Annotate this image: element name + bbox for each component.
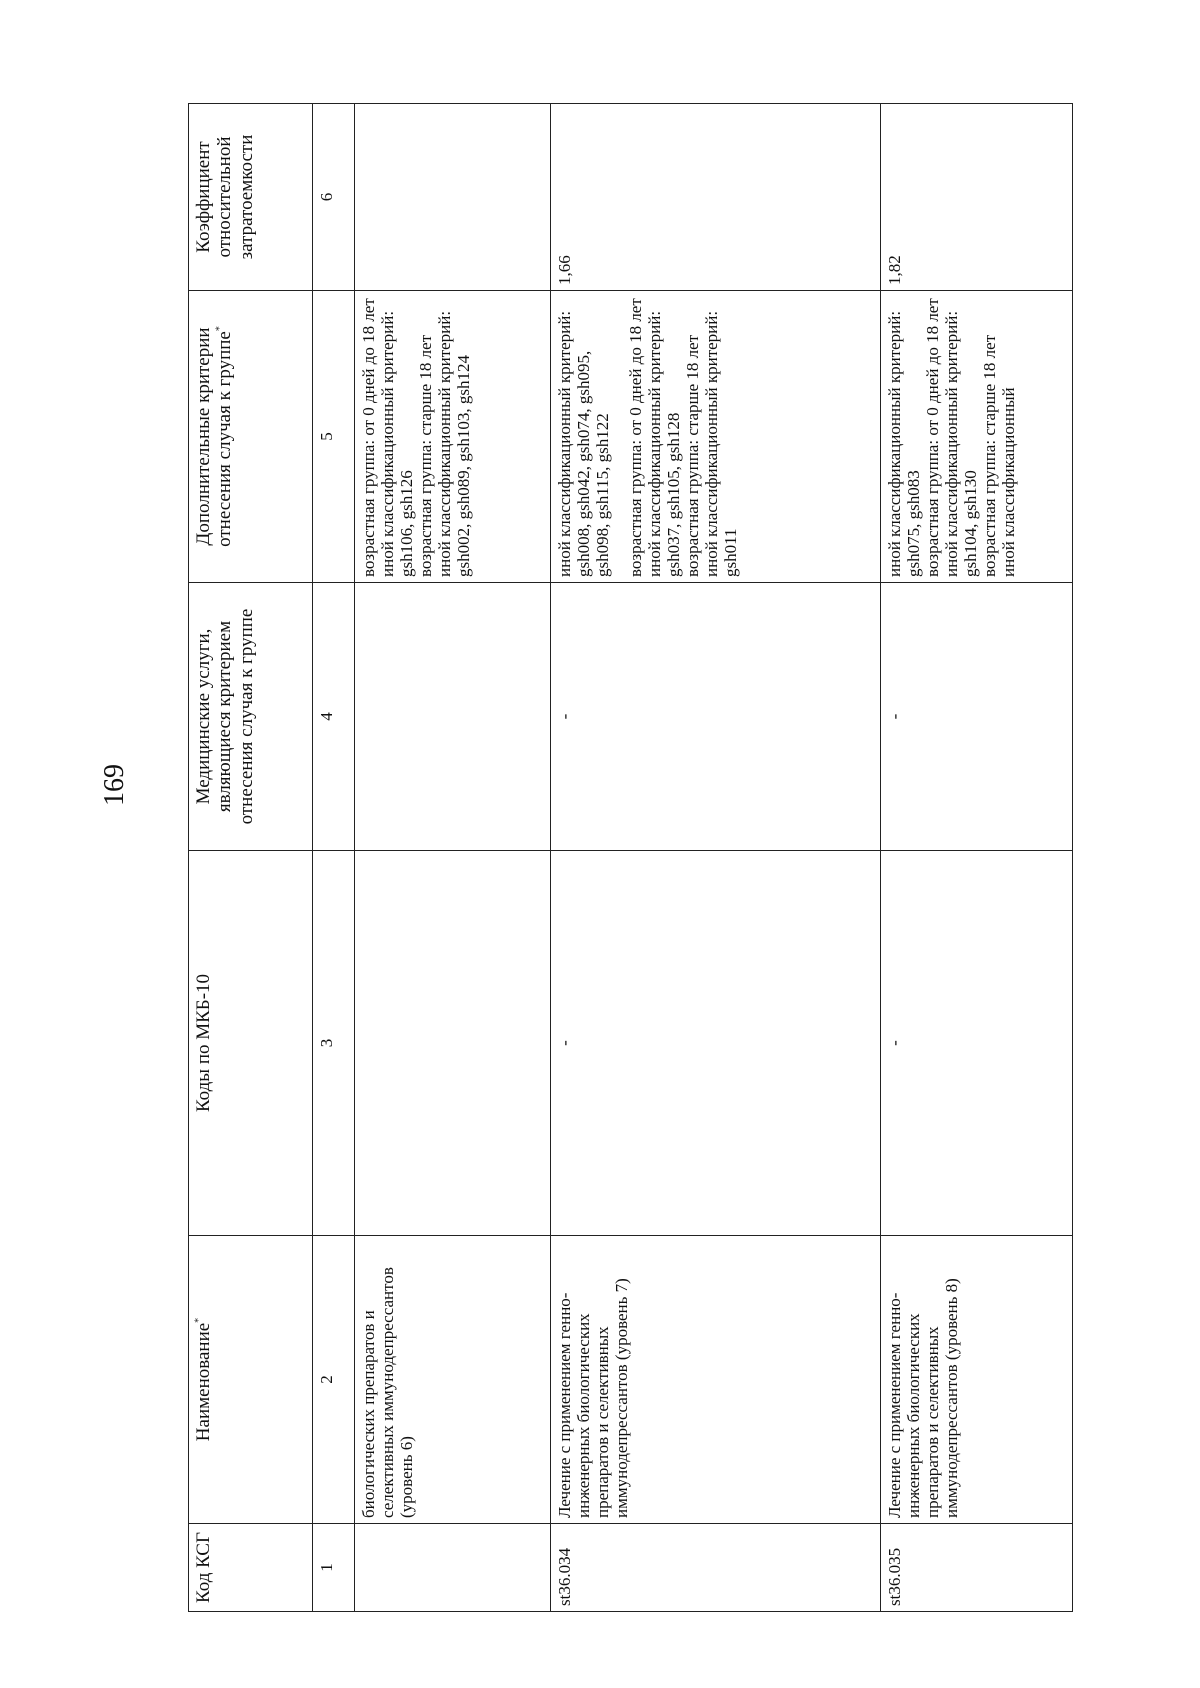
criteria-line: иной классификационный критерий: gsh104, gsh130	[942, 310, 981, 577]
criteria-gap	[612, 296, 626, 577]
group-name: биологических препаратов и селективных иммунодепрессантов (уровень 6)	[355, 1236, 551, 1524]
criteria-line: возрастная группа: старше 18 лет	[683, 334, 703, 577]
page-number: 169	[99, 764, 130, 806]
ksg-table-container	[188, 104, 1072, 1612]
column-number: 4	[313, 583, 355, 851]
ksg-table	[188, 103, 1073, 1612]
cost-coefficient	[355, 104, 551, 291]
group-name: Лечение с применением генно-инженерных биологических препаратов и селективных иммунодепрессантов (уровень 7)	[551, 1236, 881, 1524]
column-number: 2	[313, 1236, 355, 1524]
mkb-codes	[355, 851, 551, 1236]
header-row	[189, 104, 313, 1612]
header-name	[189, 1236, 313, 1524]
criteria-line: возрастная группа: от 0 дней до 18 лет	[923, 298, 943, 577]
column-number: 6	[313, 104, 355, 291]
mkb-codes: -	[881, 851, 1073, 1236]
column-number: 1	[313, 1524, 355, 1612]
cost-coefficient: 1,66	[551, 104, 881, 291]
criteria-line: иной классификационный критерий: gsh075, gsh083	[885, 310, 924, 577]
medical-services: -	[551, 583, 881, 851]
header-name-label: Наименование	[193, 1322, 214, 1442]
header-coef: Коэффициент относительной затратоемкости	[189, 104, 313, 291]
header-mkb: Коды по МКБ-10	[189, 851, 313, 1236]
criteria-line: иной классификационный	[999, 387, 1019, 577]
mkb-codes: -	[551, 851, 881, 1236]
header-criteria-label: Дополнительные критерии отнесения случая к группе	[193, 327, 236, 547]
table-row	[881, 104, 1073, 1612]
table-row	[551, 104, 881, 1612]
header-name-star: *	[193, 1317, 205, 1323]
additional-criteria	[355, 291, 551, 583]
additional-criteria	[551, 291, 881, 583]
cost-coefficient: 1,82	[881, 104, 1073, 291]
criteria-line: возрастная группа: от 0 дней до 18 лет	[359, 298, 378, 577]
criteria-line: возрастная группа: от 0 дней до 18 лет	[626, 298, 646, 577]
column-number-row	[313, 104, 355, 1612]
header-code: Код КСГ	[189, 1524, 313, 1612]
medical-services	[355, 583, 551, 851]
column-number: 5	[313, 291, 355, 583]
criteria-line: возрастная группа: старше 18 лет	[416, 334, 436, 577]
additional-criteria	[881, 291, 1073, 583]
header-criteria-star: *	[214, 326, 226, 332]
table-row	[355, 104, 551, 1612]
criteria-line: возрастная группа: старше 18 лет	[980, 334, 1000, 577]
criteria-line: иной классификационный критерий: gsh002, gsh089, gsh103, gsh124	[435, 310, 474, 577]
header-services: Медицинские услуги, являющиеся критерием отнесения случая к группе	[189, 583, 313, 851]
column-number: 3	[313, 851, 355, 1236]
criteria-line: иной классификационный критерий: gsh037, gsh105, gsh128	[645, 310, 684, 577]
ksg-code	[355, 1524, 551, 1612]
medical-services: -	[881, 583, 1073, 851]
criteria-line: иной классификационный критерий: gsh106, gsh126	[378, 310, 417, 577]
criteria-line: иной классификационный критерий: gsh011	[702, 310, 741, 577]
criteria-line: иной классификационный критерий: gsh008, gsh042, gsh074, gsh095, gsh098, gsh115, gsh122	[555, 310, 613, 577]
header-criteria	[189, 291, 313, 583]
ksg-code: st36.034	[551, 1524, 881, 1612]
ksg-code: st36.035	[881, 1524, 1073, 1612]
group-name: Лечение с применением генно-инженерных биологических препаратов и селективных иммунодепрессантов (уровень 8)	[881, 1236, 1073, 1524]
